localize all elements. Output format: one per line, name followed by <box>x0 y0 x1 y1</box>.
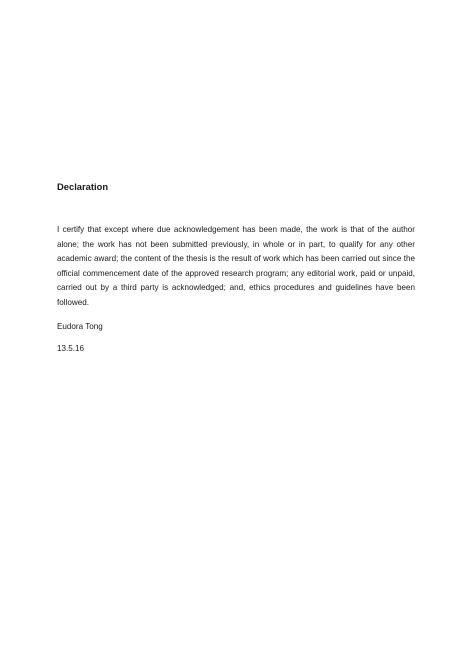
signer-name: Eudora Tong <box>57 322 103 331</box>
declaration-heading: Declaration <box>57 181 109 192</box>
declaration-section <box>57 181 415 355</box>
declaration-statement: I certify that except where due acknowledgement has been made, the work is that of the author alone; the work has not been submitted previously, in whole or in part, to qualify for any other academic award; the content of the thesis is the result of work which has been carried out since the official commencement date of the approved research program; any editorial work, paid or unpaid, carried out by a third party is acknowledged; and, ethics procedures and guidelines have been followed. <box>57 225 415 307</box>
declaration-date: 13.5.16 <box>57 344 85 353</box>
